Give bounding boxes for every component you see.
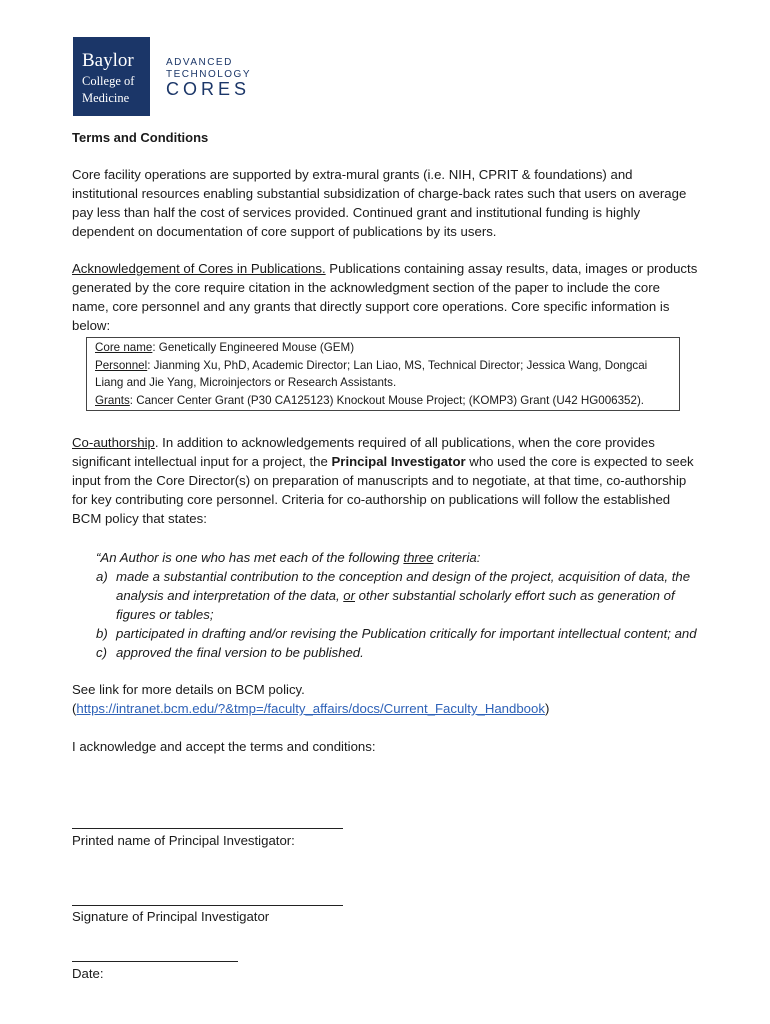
criteria-b-text: participated in drafting and/or revising the Publication critically for important intellectual content; and <box>116 626 697 641</box>
coauthorship-heading: Co-authorship <box>72 435 155 450</box>
advanced-technology-cores-logo <box>166 57 251 98</box>
principal-investigator-bold: Principal Investigator <box>331 454 466 469</box>
policy-link-block <box>72 680 700 718</box>
logo-advanced: ADVANCED <box>166 57 233 68</box>
quote-intro-text: “An Author is one who has met each of the following <box>96 550 404 565</box>
criteria-marker-c: c) <box>96 645 107 660</box>
baylor-logo <box>73 37 150 116</box>
signature-line[interactable] <box>72 905 343 906</box>
logo-line-college-of: College of <box>82 74 135 88</box>
coauthorship-text-1: . In addition to acknowledgements required of all publications, when the core provides significant intellectual input for a project, the <box>72 435 655 469</box>
coauthorship-paragraph <box>72 433 700 528</box>
criteria-c-text: approved the final version to be published. <box>116 645 364 660</box>
date-label: Date: <box>72 966 104 981</box>
coauthorship-text-2: who used the core is expected to seek input from the Core Director(s) on preparation of manuscripts and to negotiate, at that time, co-authorship for key contributing core personnel. Criteria for co-authorship on publications will follow the established BCM policy that states: <box>72 454 694 526</box>
personnel-value: : Jianming Xu, PhD, Academic Director; Lan Liao, MS, Technical Director; Jessica Wang, Dongcai Liang and Jie Yang, Microinjectors or Research Assistants. <box>95 358 648 389</box>
page-title: Terms and Conditions <box>72 130 209 145</box>
criteria-list <box>96 567 700 662</box>
quote-intro-three: three <box>403 550 434 565</box>
logo-line-medicine: Medicine <box>82 91 130 105</box>
date-line[interactable] <box>72 961 238 962</box>
quote-intro-end: criteria: <box>433 550 481 565</box>
acknowledgement-text: Publications containing assay results, data, images or products generated by the core require citation in the acknowledgment section of the paper to include the core name, core personnel and any grants that directly support core operations. Core specific information is below: <box>72 261 698 333</box>
criteria-marker-b: b) <box>96 626 108 641</box>
criteria-item-b <box>96 624 700 643</box>
core-name-label: Core name <box>95 341 153 354</box>
criteria-a-text-1: made a substantial contribution to the conception and design of the project, acquisition of data, the analysis and interpretation of the data, <box>116 569 691 603</box>
signature-label: Signature of Principal Investigator <box>72 909 270 924</box>
core-name-value: : Genetically Engineered Mouse (GEM) <box>152 341 355 354</box>
personnel-label: Personnel <box>95 358 148 372</box>
logo-technology: TECHNOLOGY <box>166 69 252 80</box>
grants-row <box>95 392 671 410</box>
accept-statement: I acknowledge and accept the terms and conditions: <box>72 739 376 754</box>
printed-name-line[interactable] <box>72 828 343 829</box>
author-criteria-quote <box>96 548 700 662</box>
logo-line-baylor: Baylor <box>82 50 134 71</box>
policy-url-line <box>72 699 700 718</box>
criteria-marker-a: a) <box>96 569 108 584</box>
grants-value: : Cancer Center Grant (P30 CA125123) Knockout Mouse Project; (KOMP3) Grant (U42 HG006352). <box>129 393 645 407</box>
see-link-text: See link for more details on BCM policy. <box>72 682 305 697</box>
acknowledgement-heading: Acknowledgement of Cores in Publications. <box>72 261 326 276</box>
quote-intro <box>96 548 700 567</box>
url-paren-close: ) <box>544 701 550 716</box>
logo-line-college <box>82 73 134 107</box>
logo-cores: CORES <box>166 79 251 99</box>
printed-name-label: Printed name of Principal Investigator: <box>72 833 295 848</box>
criteria-a-text-2: other substantial scholarly effort such as generation of figures or tables; <box>116 588 675 622</box>
criteria-a-or: or <box>343 588 355 603</box>
core-name-row <box>95 339 671 357</box>
grants-label: Grants <box>95 393 130 407</box>
core-info-box <box>86 337 680 411</box>
criteria-item-c <box>96 643 700 662</box>
url-paren-open: ( <box>72 701 77 716</box>
criteria-item-a <box>96 567 700 624</box>
personnel-row <box>95 357 671 392</box>
document-body <box>72 128 700 756</box>
funding-paragraph: Core facility operations are supported by extra-mural grants (i.e. NIH, CPRIT & foundations) and institutional resources enabling substantial subsidization of charge-back rates such that users on average pay less than half the cost of services provided. Continued grant and institutional funding is highly dependent on documentation of core support of publications by its users. <box>72 167 687 239</box>
acknowledgement-paragraph <box>72 259 700 335</box>
faculty-handbook-link[interactable]: https://intranet.bcm.edu/?&tmp=/faculty_affairs/docs/Current_Faculty_Handbook <box>76 701 545 716</box>
